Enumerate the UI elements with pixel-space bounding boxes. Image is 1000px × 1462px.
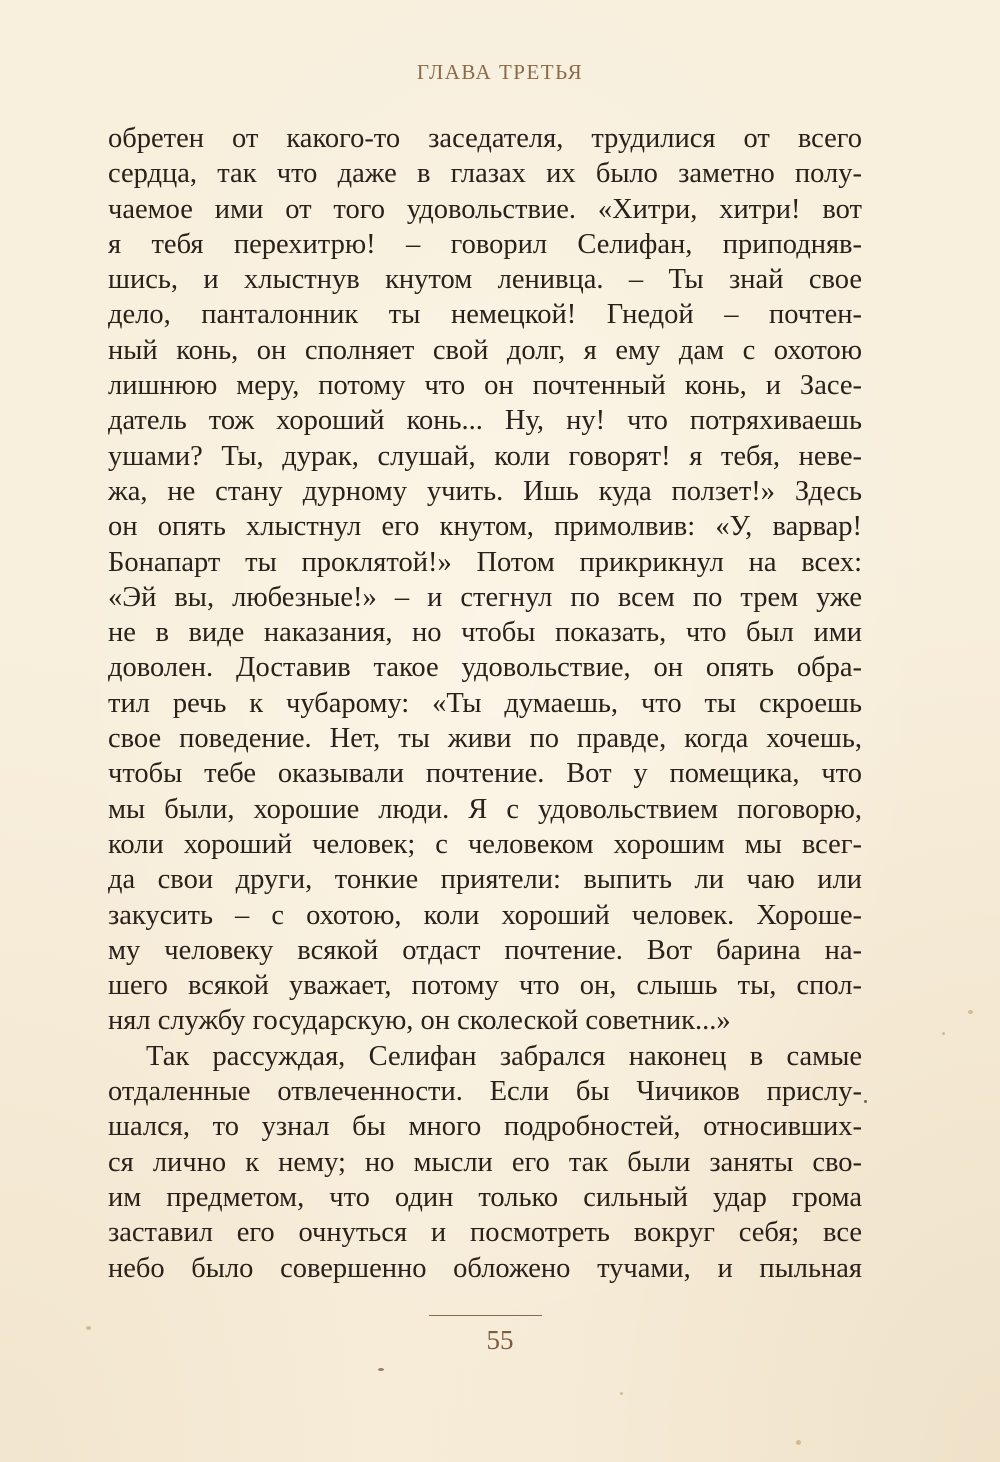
text-line: дело, панталонник ты немецкой! Гнедой – почтен- xyxy=(108,299,862,331)
text-line: ся лично к нему; но мысли его так были заняты сво- xyxy=(108,1146,862,1178)
text-line: шись, и хлыстнув кнутом ленивца. – Ты знай свое xyxy=(108,264,862,296)
text-line: шего всякой уважает, потому что он, слышь ты, спол- xyxy=(108,970,862,1002)
text-line: «Эй вы, любезные!» – и стегнул по всем по трем уже xyxy=(108,581,862,613)
text-line: я тебя перехитрю! – говорил Селифан, приподняв- xyxy=(108,228,862,260)
text-line: им предметом, что один только сильный удар грома xyxy=(108,1181,862,1213)
paper-speck xyxy=(86,1326,91,1330)
text-line: небо было совершенно обложено тучами, и пыльная xyxy=(108,1252,862,1284)
text-line: да свои други, тонкие приятели: выпить ли чаю или xyxy=(108,864,862,896)
paper-speck xyxy=(864,1100,867,1103)
text-line: коли хороший человек; с человеком хорошим мы всег- xyxy=(108,828,862,860)
text-line: Так рассуждая, Селифан забрался наконец в самые xyxy=(146,1040,862,1072)
paragraph xyxy=(108,121,862,1039)
text-line: чтобы тебе оказывали почтение. Вот у помещика, что xyxy=(108,758,862,790)
text-line: заставил его очнуться и посмотреть вокруг себя; все xyxy=(108,1217,862,1249)
text-line: датель тож хороший конь... Ну, ну! что потряхиваешь xyxy=(108,405,862,437)
paper-speck xyxy=(378,1368,384,1371)
text-line: доволен. Доставив такое удовольствие, он опять обра- xyxy=(108,652,862,684)
paper-speck xyxy=(968,1010,973,1014)
text-line: чаемое ими от того удовольствие. «Хитри, хитри! вот xyxy=(108,193,862,225)
paper-speck xyxy=(796,1440,801,1445)
text-line: он опять хлыстнул его кнутом, примолвив: «У, варвар! xyxy=(108,511,862,543)
text-line: не в виде наказания, но чтобы показать, что был ими xyxy=(108,617,862,649)
paper-speck xyxy=(620,1392,623,1395)
footer-rule xyxy=(429,1315,542,1316)
text-line: шался, то узнал бы много подробностей, относивших- xyxy=(108,1111,862,1143)
text-line: ный конь, он сполняет свой долг, я ему дам с охотою xyxy=(108,334,862,366)
text-line: мы были, хорошие люди. Я с удовольствием поговорю, xyxy=(108,793,862,825)
paragraph xyxy=(108,1039,862,1286)
text-line: свое поведение. Нет, ты живи по правде, когда хочешь, xyxy=(108,723,862,755)
text-line: Бонапарт ты проклятой!» Потом прикрикнул на всех: xyxy=(108,546,862,578)
paper-speck xyxy=(942,1032,945,1035)
body-text xyxy=(108,121,862,1286)
text-line: отдаленные отвлеченности. Если бы Чичиков прислу- xyxy=(108,1076,862,1108)
text-line: му человеку всякой отдаст почтение. Вот барина на- xyxy=(108,934,862,966)
text-line: лишнюю меру, потому что он почтенный конь, и Засе- xyxy=(108,370,862,402)
page-number: 55 xyxy=(486,1325,514,1355)
text-line: тил речь к чубарому: «Ты думаешь, что ты скроешь xyxy=(108,687,862,719)
text-line: ушами? Ты, дурак, слушай, коли говорят! я тебя, неве- xyxy=(108,440,862,472)
text-line: жа, не стану дурному учить. Ишь куда ползет!» Здесь xyxy=(108,475,862,507)
text-line: обретен от какого-то заседателя, трудилися от всего xyxy=(108,123,862,154)
running-head: ГЛАВА ТРЕТЬЯ xyxy=(416,60,584,84)
text-line: закусить – с охотою, коли хороший человек. Хороше- xyxy=(108,899,862,931)
text-line: нял службу государскую, он сколеской советник...» xyxy=(108,1005,731,1037)
text-line: сердца, так что даже в глазах их было заметно полу- xyxy=(108,158,862,190)
